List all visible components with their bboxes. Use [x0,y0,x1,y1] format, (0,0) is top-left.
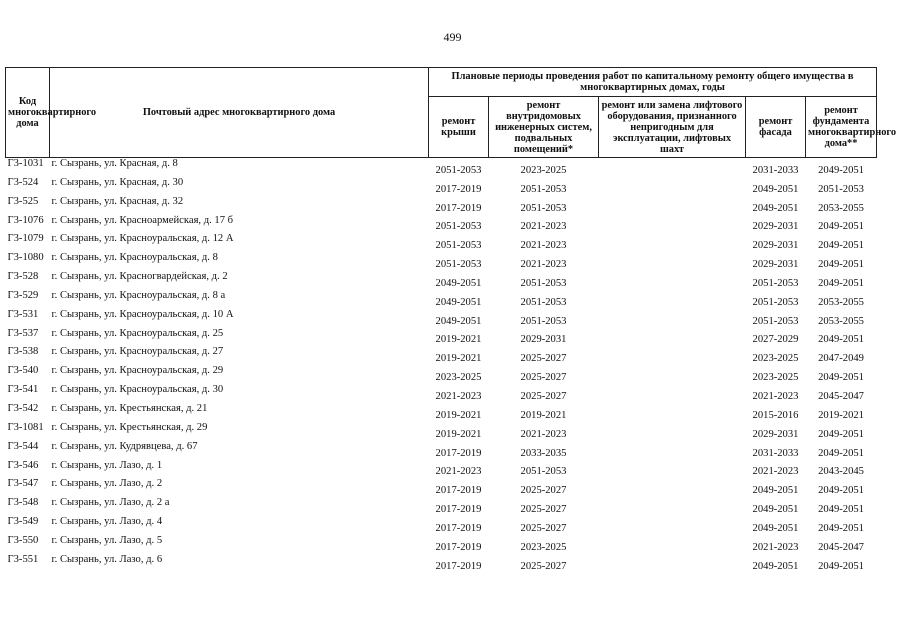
cell-roof: 2051-2053 [435,164,482,176]
cell-facade: 2051-2053 [752,315,799,327]
cell-address: г. Сызрань, ул. Красная, д. 8 [51,158,178,169]
cell-foundation: 2049-2051 [818,164,864,176]
cell-address: г. Сызрань, ул. Крестьянская, д. 29 [51,421,208,433]
table-row [6,158,877,177]
cell-roof: 2017-2019 [435,183,482,195]
cell-facade: 2031-2033 [752,447,799,459]
cell-foundation: 2049-2051 [818,560,864,572]
cell-elevators [599,158,746,177]
cell-foundation: 2049-2051 [818,504,864,516]
cell-facade: 2021-2023 [752,390,799,402]
cell-code: Г3-537 [7,327,39,339]
cell-code: Г3-525 [7,195,39,207]
cell-address: г. Сызрань, ул. Лазо, д. 2 [51,478,163,490]
cell-elevators [599,365,746,384]
cell-facade: 2049-2051 [752,504,799,516]
table-row [6,365,877,384]
cell-code: Г3-529 [7,289,39,301]
cell-elevators [599,441,746,460]
cell-elevators [599,290,746,309]
cell-address: г. Сызрань, ул. Красноуральская, д. 29 [51,365,224,377]
header-row-group [6,68,877,97]
cell-elevators [599,497,746,516]
page-number: 499 [443,30,462,44]
table-row [6,196,877,215]
table-row [6,346,877,365]
cell-elevators [599,271,746,290]
cell-facade: 2031-2033 [752,164,799,176]
cell-elevators [599,422,746,441]
cell-engineering-systems: 2033-2035 [520,447,567,459]
cell-engineering-systems: 2019-2021 [520,409,567,421]
cell-address: г. Сызрань, ул. Красноуральская, д. 8 [51,252,218,264]
cell-engineering-systems: 2025-2027 [520,353,567,365]
cell-foundation: 2043-2045 [818,466,864,478]
cell-facade: 2029-2031 [752,259,799,271]
cell-foundation: 2049-2051 [818,334,864,346]
cell-engineering-systems: 2023-2025 [520,164,567,176]
cell-address: г. Сызрань, ул. Красноуральская, д. 8 а [51,289,226,301]
column-header-engineering-systems: ремонт внутридомовых инженерных систем, подвальных помещений* [489,97,599,158]
cell-facade: 2027-2029 [752,334,799,346]
cell-elevators [599,554,746,573]
cell-foundation: 2053-2055 [818,296,864,308]
cell-code: Г3-1079 [7,233,44,245]
column-header-foundation: ремонт фундамента многоквартирного дома** [806,97,877,158]
cell-foundation: 2049-2051 [818,259,864,271]
cell-engineering-systems: 2025-2027 [520,485,567,497]
cell-roof: 2017-2019 [435,522,482,534]
table-row [6,271,877,290]
cell-code: Г3-1076 [7,214,44,226]
cell-roof: 2017-2019 [435,485,482,497]
cell-engineering-systems: 2025-2027 [520,522,567,534]
table-row [6,290,877,309]
cell-facade: 2023-2025 [752,353,799,365]
cell-roof: 2017-2019 [435,504,482,516]
cell-address: г. Сызрань, ул. Лазо, д. 2 а [51,497,170,509]
column-header-elevators: ремонт или замена лифтового оборудования, признанного непригодным для эксплуатации, лифтовых шахт [599,97,746,158]
cell-roof: 2019-2021 [435,353,482,365]
cell-foundation: 2053-2055 [818,315,864,327]
cell-engineering-systems: 2051-2053 [520,315,567,327]
cell-engineering-systems: 2025-2027 [520,372,567,384]
cell-engineering-systems: 2051-2053 [520,277,567,289]
cell-code: Г3-538 [7,346,39,358]
table-row [6,516,877,535]
cell-code: Г3-528 [7,271,39,283]
table-row [6,177,877,196]
cell-facade: 2051-2053 [752,296,799,308]
table-row [6,554,877,573]
cell-elevators [599,215,746,234]
cell-foundation: 2047-2049 [818,353,864,365]
cell-roof: 2021-2023 [435,390,482,402]
cell-code: Г3-541 [7,384,39,396]
cell-facade: 2029-2031 [752,428,799,440]
table-row [6,252,877,271]
cell-roof: 2023-2025 [435,372,482,384]
cell-facade: 2021-2023 [752,466,799,478]
cell-engineering-systems: 2021-2023 [520,259,567,271]
cell-facade: 2049-2051 [752,202,799,214]
table-row [6,384,877,403]
column-header-facade: ремонт фасада [746,97,806,158]
cell-facade: 2049-2051 [752,560,799,572]
cell-address: г. Сызрань, ул. Красногвардейская, д. 2 [51,271,228,283]
cell-elevators [599,346,746,365]
cell-elevators [599,328,746,347]
cell-code: Г3-546 [7,459,39,471]
cell-foundation: 2049-2051 [818,240,864,252]
cell-engineering-systems: 2029-2031 [520,334,567,346]
table-row [6,478,877,497]
cell-code: Г3-551 [7,553,39,565]
cell-elevators [599,196,746,215]
cell-elevators [599,403,746,422]
cell-code: Г3-547 [7,478,39,490]
cell-elevators [599,177,746,196]
cell-facade: 2049-2051 [752,485,799,497]
table-row [6,535,877,554]
cell-foundation: 2049-2051 [818,372,864,384]
cell-address: г. Сызрань, ул. Красноуральская, д. 25 [51,327,224,339]
cell-elevators [599,309,746,328]
cell-address: г. Сызрань, ул. Красноуральская, д. 27 [51,346,224,358]
cell-engineering-systems: 2023-2025 [520,541,567,553]
cell-address: г. Сызрань, ул. Лазо, д. 4 [51,516,163,528]
cell-roof: 2051-2053 [435,221,482,233]
repair-schedule-table [5,67,897,573]
cell-address: г. Сызрань, ул. Красноуральская, д. 10 А [51,308,234,320]
cell-roof: 2049-2051 [435,277,482,289]
table-row [6,215,877,234]
cell-roof: 2049-2051 [435,315,482,327]
cell-code: Г3-544 [7,440,39,452]
cell-foundation: 2053-2055 [818,202,864,214]
cell-code: Г3-1081 [7,421,44,433]
cell-engineering-systems: 2051-2053 [520,466,567,478]
cell-address: г. Сызрань, ул. Крестьянская, д. 21 [51,402,208,414]
table-row [6,233,877,252]
cell-facade: 2021-2023 [752,541,799,553]
cell-facade: 2023-2025 [752,372,799,384]
cell-address: г. Сызрань, ул. Красноармейская, д. 17 б [51,214,234,226]
cell-facade: 2029-2031 [752,240,799,252]
cell-address: г. Сызрань, ул. Кудрявцева, д. 67 [51,440,198,452]
cell-address: г. Сызрань, ул. Лазо, д. 5 [51,534,163,546]
cell-facade: 2051-2053 [752,277,799,289]
cell-foundation: 2051-2053 [818,183,864,195]
cell-code: Г3-542 [7,402,39,414]
column-header-code: Код многоквартирного дома [6,68,50,158]
cell-foundation: 2019-2021 [818,409,864,421]
column-header-roof: ремонт крыши [429,97,489,158]
table-body [6,158,877,573]
cell-elevators [599,252,746,271]
cell-foundation: 2049-2051 [818,221,864,233]
cell-roof: 2019-2021 [435,334,482,346]
cell-engineering-systems: 2051-2053 [520,202,567,214]
cell-facade: 2015-2016 [752,409,799,421]
cell-roof: 2021-2023 [435,466,482,478]
cell-code: Г3-531 [7,308,39,320]
cell-elevators [599,384,746,403]
cell-engineering-systems: 2051-2053 [520,183,567,195]
cell-code: Г3-550 [7,534,39,546]
cell-facade: 2029-2031 [752,221,799,233]
cell-address: г. Сызрань, ул. Красноуральская, д. 12 А [51,233,234,245]
cell-foundation: 2045-2047 [818,541,864,553]
cell-code: Г3-1080 [7,252,44,264]
table-row [6,422,877,441]
table-row [6,460,877,479]
cell-facade: 2049-2051 [752,183,799,195]
column-header-address: Почтовый адрес многоквартирного дома [50,68,429,158]
table-row [6,403,877,422]
cell-engineering-systems: 2021-2023 [520,240,567,252]
cell-elevators [599,516,746,535]
cell-engineering-systems: 2051-2053 [520,296,567,308]
cell-foundation: 2045-2047 [818,390,864,402]
cell-address: г. Сызрань, ул. Лазо, д. 6 [51,553,163,565]
table-row [6,328,877,347]
cell-roof: 2017-2019 [435,541,482,553]
cell-code: Г3-549 [7,516,39,528]
table-row [6,497,877,516]
cell-address: г. Сызрань, ул. Красная, д. 32 [51,195,184,207]
cell-code: Г3-540 [7,365,39,377]
cell-code: Г3-1031 [7,158,44,169]
cell-engineering-systems: 2025-2027 [520,504,567,516]
cell-facade: 2049-2051 [752,522,799,534]
cell-roof: 2019-2021 [435,428,482,440]
cell-engineering-systems: 2021-2023 [520,221,567,233]
cell-code: Г3-524 [7,176,39,188]
cell-foundation: 2049-2051 [818,485,864,497]
cell-address: г. Сызрань, ул. Красноуральская, д. 30 [51,384,224,396]
cell-engineering-systems: 2025-2027 [520,560,567,572]
cell-foundation: 2049-2051 [818,277,864,289]
table-row [6,309,877,328]
cell-roof: 2019-2021 [435,409,482,421]
cell-roof: 2049-2051 [435,296,482,308]
cell-foundation: 2049-2051 [818,447,864,459]
table-row [6,441,877,460]
cell-roof: 2051-2053 [435,259,482,271]
cell-engineering-systems: 2021-2023 [520,428,567,440]
cell-roof: 2017-2019 [435,447,482,459]
cell-roof: 2051-2053 [435,240,482,252]
cell-elevators [599,233,746,252]
cell-foundation: 2049-2051 [818,428,864,440]
cell-elevators [599,535,746,554]
cell-engineering-systems: 2025-2027 [520,390,567,402]
cell-elevators [599,478,746,497]
cell-roof: 2017-2019 [435,560,482,572]
cell-roof: 2017-2019 [435,202,482,214]
cell-address: г. Сызрань, ул. Красная, д. 30 [51,176,184,188]
column-group-header-periods: Плановые периоды проведения работ по капитальному ремонту общего имущества в многоквартирных домах, годы [429,68,877,97]
cell-elevators [599,460,746,479]
cell-code: Г3-548 [7,497,39,509]
cell-address: г. Сызрань, ул. Лазо, д. 1 [51,459,163,471]
cell-foundation: 2049-2051 [818,522,864,534]
